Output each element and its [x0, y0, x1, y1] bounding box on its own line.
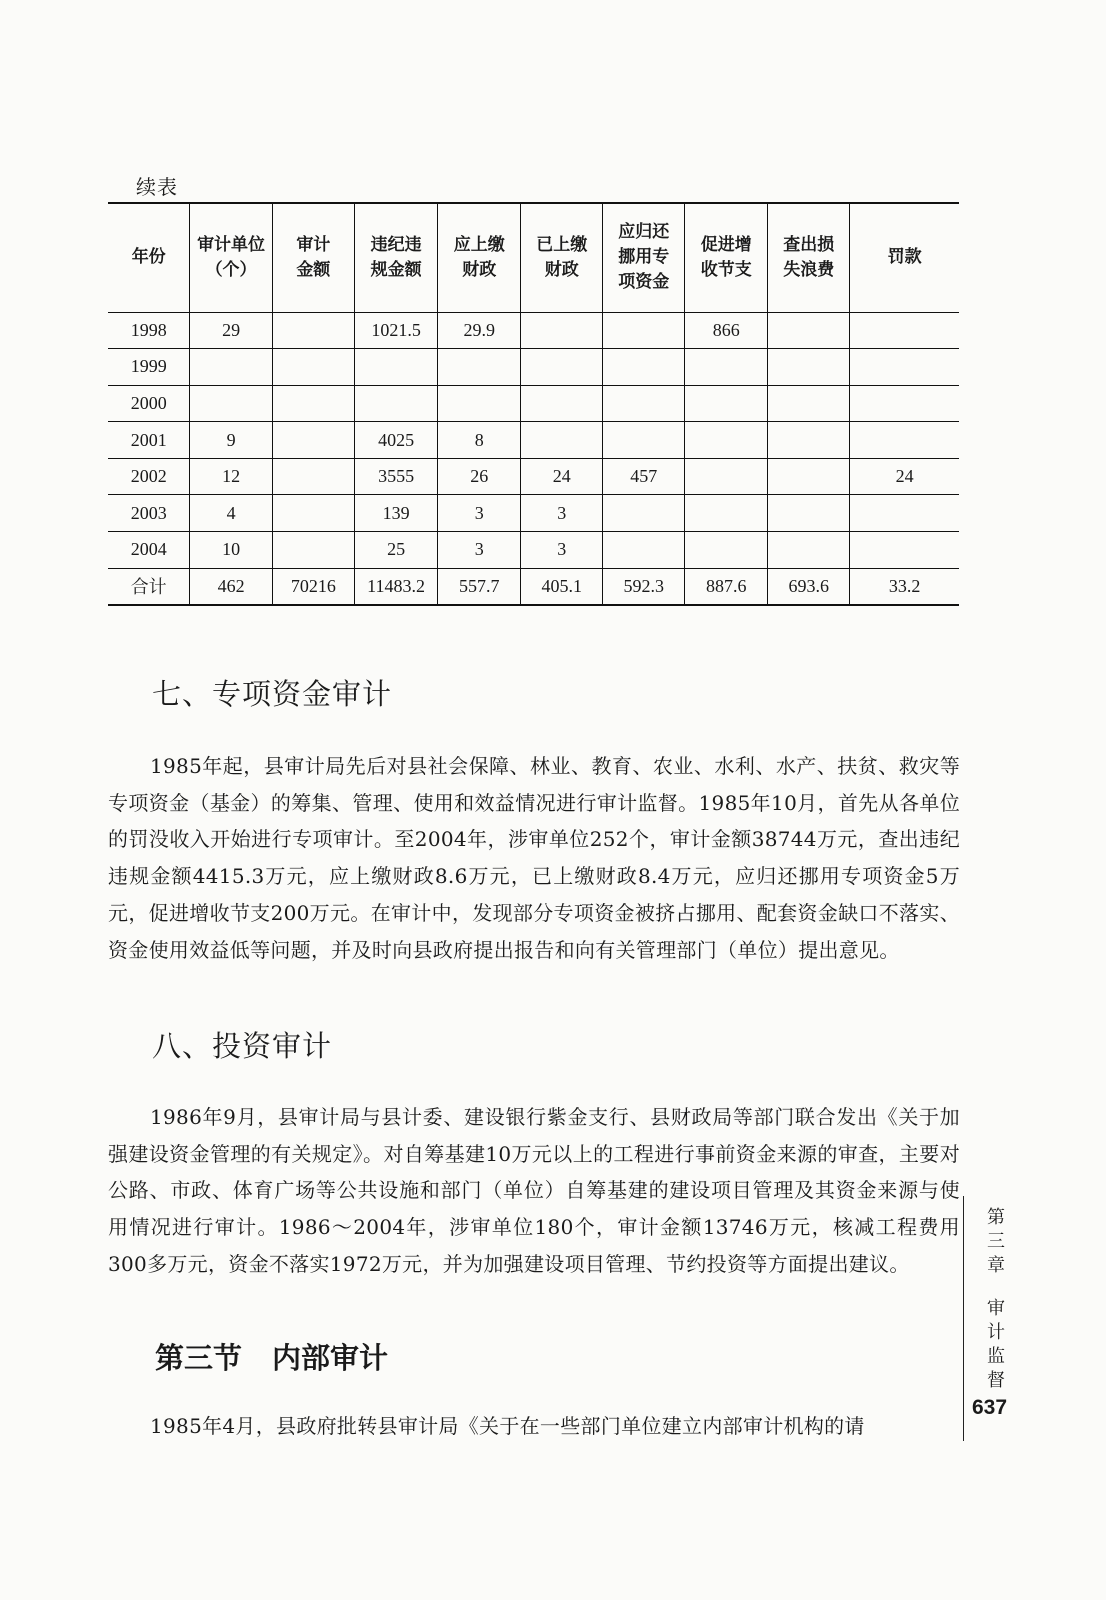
- column-header: [438, 203, 521, 312]
- table-cell: 24: [521, 458, 603, 495]
- column-header: [603, 203, 685, 312]
- year-cell: 1998: [108, 312, 190, 349]
- column-header-line: 应归还: [618, 222, 670, 243]
- table-cell: [768, 385, 850, 422]
- table-cell: [768, 532, 850, 569]
- table-cell: 12: [190, 458, 272, 495]
- column-header-line: 查出损: [783, 234, 835, 255]
- table-row: [108, 532, 959, 569]
- topic-char: 计: [987, 1322, 1005, 1343]
- table-cell: [272, 532, 354, 569]
- table-cell: [685, 349, 768, 386]
- table-cell: [850, 422, 959, 459]
- table-cell: [521, 312, 603, 349]
- table-header: [108, 203, 959, 312]
- table-cell: [603, 532, 685, 569]
- table-cell: [685, 422, 768, 459]
- chapter-char: 章: [987, 1255, 1005, 1276]
- table-row: [108, 385, 959, 422]
- table-cell: 3555: [354, 458, 437, 495]
- table-body: [108, 312, 959, 605]
- table-cell: 33.2: [850, 568, 959, 605]
- column-header-line: 失浪费: [783, 259, 835, 280]
- table-cell: 3: [521, 532, 603, 569]
- table-cell: [190, 349, 272, 386]
- table-cell: 8: [438, 422, 521, 459]
- table-cell: 70216: [272, 568, 354, 605]
- table-cell: 9: [190, 422, 272, 459]
- table-cell: 866: [685, 312, 768, 349]
- table-cell: [354, 385, 437, 422]
- year-cell: 合计: [108, 568, 190, 605]
- table-cell: [438, 349, 521, 386]
- column-header-line: 已上缴: [536, 234, 588, 255]
- table-row: [108, 349, 959, 386]
- table-cell: [850, 385, 959, 422]
- chapter-topic-label: [986, 1297, 1006, 1393]
- column-header-line: 促进增: [700, 234, 752, 255]
- column-header-line: 审计: [296, 234, 331, 255]
- table-cell: [354, 349, 437, 386]
- column-header-line: 收节支: [700, 259, 752, 280]
- table-cell: 29: [190, 312, 272, 349]
- column-header-line: 挪用专: [618, 247, 670, 268]
- year-cell: 2003: [108, 495, 190, 532]
- table-cell: [850, 349, 959, 386]
- table-cell: [850, 532, 959, 569]
- table-cell: [272, 422, 354, 459]
- table-cell: [850, 312, 959, 349]
- year-cell: 2002: [108, 458, 190, 495]
- year-cell: 1999: [108, 349, 190, 386]
- table-cell: [768, 458, 850, 495]
- year-cell: 2004: [108, 532, 190, 569]
- table-cell: [438, 385, 521, 422]
- table-cell: 4025: [354, 422, 437, 459]
- table-cell: 24: [850, 458, 959, 495]
- section-7-heading: 七、专项资金审计: [152, 677, 393, 711]
- table-cell: [521, 422, 603, 459]
- table-cell: 11483.2: [354, 568, 437, 605]
- table-cell: 462: [190, 568, 272, 605]
- page-number: 637: [972, 1396, 1008, 1419]
- chapter-char: 三: [987, 1231, 1005, 1252]
- table-cell: [768, 495, 850, 532]
- table-cell: 4: [190, 495, 272, 532]
- chapter-label: [986, 1206, 1006, 1278]
- column-header: [272, 203, 354, 312]
- column-header-line: 违纪违: [370, 234, 422, 255]
- table-cell: 10: [190, 532, 272, 569]
- column-header: [108, 203, 190, 312]
- column-header: [768, 203, 850, 312]
- continued-table-label: 续表: [136, 175, 178, 199]
- table-cell: [603, 422, 685, 459]
- table-cell: [685, 532, 768, 569]
- topic-char: 审: [987, 1298, 1005, 1319]
- section-3-heading: [155, 1336, 388, 1377]
- table-cell: 592.3: [603, 568, 685, 605]
- chapter-char: 第: [987, 1207, 1005, 1228]
- column-header: [190, 203, 272, 312]
- column-header-line: 罚款: [887, 247, 922, 268]
- table-cell: [272, 495, 354, 532]
- table-cell: [521, 385, 603, 422]
- section-7-paragraph: 1985年起，县审计局先后对县社会保障、林业、教育、农业、水利、水产、扶贫、救灾等专项资金（基金）的筹集、管理、使用和效益情况进行审计监督。1985年10月，首先从各单位的罚没收入开始进行专项审计。至2004年，涉审单位252个，审计金额38744万元，查出违纪违规金额4415.3万元，应上缴财政8.6万元，已上缴财政8.4万元，应归还挪用专项资金5万元，促进增收节支200万元。在审计中，发现部分专项资金被挤占挪用、配套资金缺口不落实、资金使用效益低等问题，并及时向县政府提出报告和向有关管理部门（单位）提出意见。: [108, 754, 960, 962]
- column-header-line: （个）: [205, 259, 257, 280]
- table-cell: [603, 312, 685, 349]
- table-cell: [603, 495, 685, 532]
- section-8-paragraph: 1986年9月，县审计局与县计委、建设银行紫金支行、县财政局等部门联合发出《关于加强建设资金管理的有关规定》。对自筹基建10万元以上的工程进行事前资金来源的审查，主要对公路、市政、体育广场等公共设施和部门（单位）自筹基建的建设项目管理及其资金来源与使用情况进行审计。1986～2004年，涉审单位180个，审计金额13746万元，核减工程费用300多万元，资金不落实1972万元，并为加强建设项目管理、节约投资等方面提出建议。: [108, 1105, 960, 1276]
- table-cell: [768, 349, 850, 386]
- table-cell: [850, 495, 959, 532]
- table-cell: [685, 385, 768, 422]
- table-cell: 557.7: [438, 568, 521, 605]
- table-cell: [272, 458, 354, 495]
- column-header: [354, 203, 437, 312]
- table-row: [108, 312, 959, 349]
- audit-data-table: [108, 202, 959, 606]
- table-cell: [603, 349, 685, 386]
- table-cell: 3: [521, 495, 603, 532]
- table-cell: 405.1: [521, 568, 603, 605]
- table-cell: [768, 422, 850, 459]
- column-header-line: 财政: [544, 259, 579, 280]
- column-header: [685, 203, 768, 312]
- column-header-line: 金额: [296, 259, 331, 280]
- table-cell: 25: [354, 532, 437, 569]
- table-cell: [521, 349, 603, 386]
- table-cell: [272, 385, 354, 422]
- table-row: [108, 458, 959, 495]
- topic-char: 监: [987, 1346, 1005, 1367]
- column-header-line: 审计单位: [197, 234, 266, 255]
- table-row: [108, 495, 959, 532]
- margin-divider: [963, 1196, 964, 1441]
- topic-char: 督: [987, 1370, 1005, 1391]
- column-header: [850, 203, 959, 312]
- table-cell: 139: [354, 495, 437, 532]
- table-cell: 693.6: [768, 568, 850, 605]
- column-header-line: 应上缴: [453, 234, 505, 255]
- table-cell: 3: [438, 495, 521, 532]
- table-cell: 1021.5: [354, 312, 437, 349]
- column-header-line: 项资金: [618, 272, 670, 293]
- section-8-heading: 八、投资审计: [152, 1029, 333, 1063]
- year-cell: 2000: [108, 385, 190, 422]
- table-cell: [272, 349, 354, 386]
- column-header-line: 规金额: [370, 259, 422, 280]
- column-header: [521, 203, 603, 312]
- year-cell: 2001: [108, 422, 190, 459]
- table-cell: 887.6: [685, 568, 768, 605]
- table-cell: [685, 458, 768, 495]
- table-cell: 3: [438, 532, 521, 569]
- table-cell: [768, 312, 850, 349]
- table-cell: [685, 495, 768, 532]
- table-cell: [272, 312, 354, 349]
- section-3-paragraph: 1985年4月，县政府批转县审计局《关于在一些部门单位建立内部审计机构的请: [150, 1414, 865, 1438]
- table-cell: [190, 385, 272, 422]
- table-cell: 29.9: [438, 312, 521, 349]
- column-header-line: 年份: [131, 247, 166, 268]
- total-row: [108, 568, 959, 605]
- table-cell: 457: [603, 458, 685, 495]
- column-header-line: 财政: [462, 259, 497, 280]
- table-row: [108, 422, 959, 459]
- table-cell: 26: [438, 458, 521, 495]
- section-3-number: 第三节: [155, 1341, 243, 1375]
- section-3-title: 内部审计: [272, 1341, 389, 1375]
- table-cell: [603, 385, 685, 422]
- table-header-row: [108, 203, 959, 312]
